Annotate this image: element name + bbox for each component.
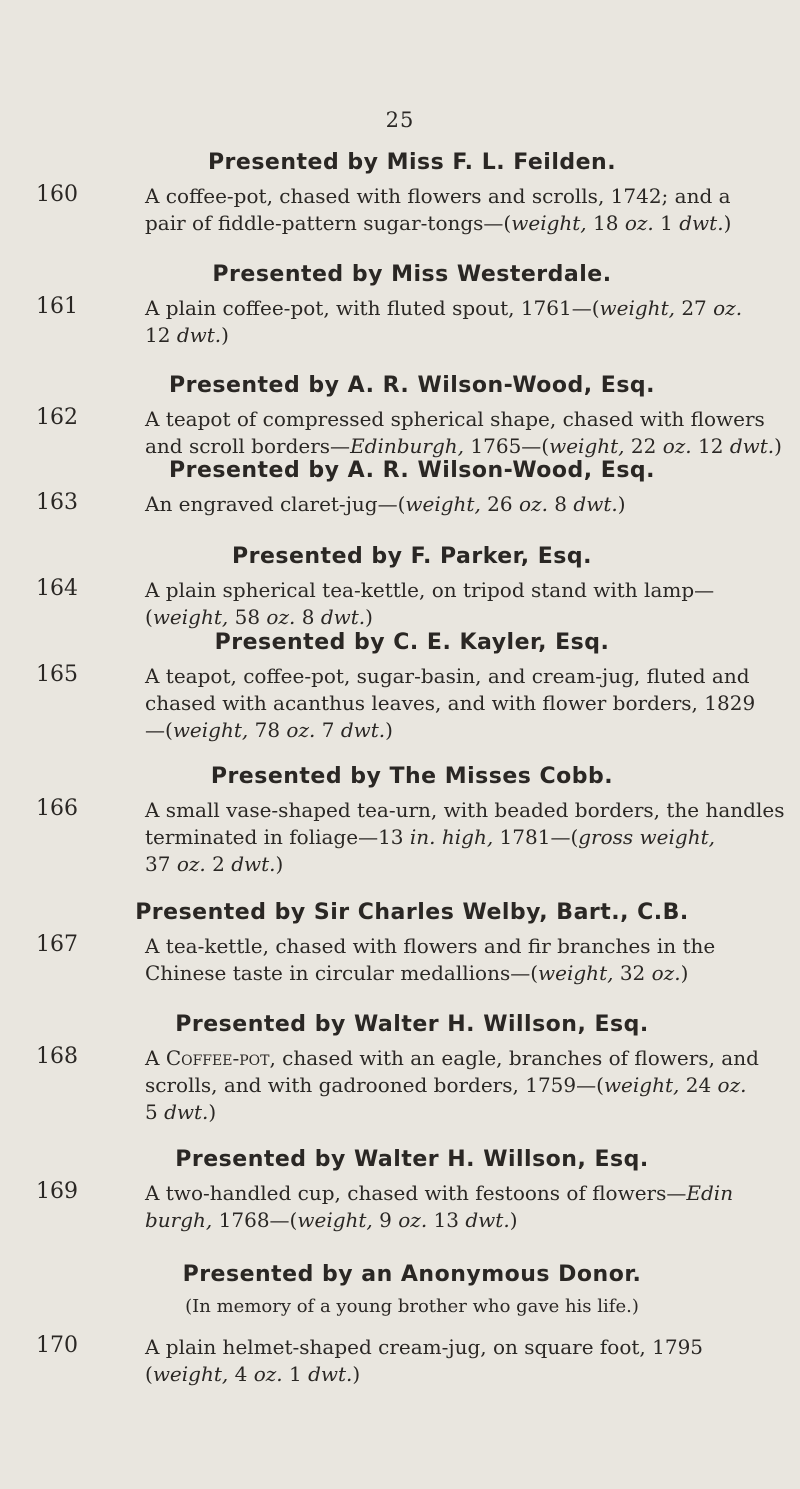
lot-description bbox=[145, 1045, 785, 1126]
presenter-heading: Presented by Sir Charles Welby, Bart., C.B. bbox=[135, 900, 689, 925]
italic-text: dwt. bbox=[164, 1100, 209, 1124]
presenter-heading: Presented by F. Parker, Esq. bbox=[231, 544, 593, 569]
lot-description bbox=[145, 933, 785, 987]
description-line: A plain spherical tea-kettle, on tripod stand with lamp— bbox=[145, 578, 715, 602]
lot-description bbox=[145, 406, 785, 460]
italic-text: weight, bbox=[297, 1208, 373, 1232]
italic-text: weight, bbox=[603, 1073, 680, 1097]
description-line: terminated in foliage—13 in. high, 1781—(gross weight, bbox=[145, 825, 715, 849]
italic-text: weight, bbox=[511, 211, 587, 235]
description-line: (weight, 4 oz. 1 dwt.) bbox=[145, 1362, 361, 1386]
presenter-heading: Presented by A. R. Wilson-Wood, Esq. bbox=[168, 373, 656, 398]
italic-text: dwt. bbox=[679, 211, 724, 235]
description-line: A two-handled cup, chased with festoons of flowers—Edin bbox=[145, 1181, 734, 1205]
italic-text: oz. bbox=[662, 434, 692, 458]
description-line: A teapot, coffee-pot, sugar-basin, and cream-jug, fluted and bbox=[145, 664, 750, 688]
description-line: 5 dwt.) bbox=[145, 1100, 217, 1124]
lot-number: 163 bbox=[36, 490, 78, 515]
italic-text: oz. bbox=[651, 961, 681, 985]
description-line: chased with acanthus leaves, and with flower borders, 1829 bbox=[145, 691, 756, 715]
description-line: A Coffee-pot, chased with an eagle, branches of flowers, and bbox=[145, 1046, 759, 1070]
italic-text: weight, bbox=[599, 296, 675, 320]
description-line: —(weight, 78 oz. 7 dwt.) bbox=[145, 718, 393, 742]
italic-text: dwt. bbox=[176, 323, 222, 347]
italic-text: dwt. bbox=[308, 1362, 353, 1386]
lot-number: 164 bbox=[36, 576, 78, 601]
presenter-heading: Presented by Walter H. Willson, Esq. bbox=[175, 1147, 649, 1172]
italic-text: in. high, bbox=[409, 825, 494, 849]
lot-description bbox=[145, 491, 785, 518]
lot-number: 168 bbox=[36, 1044, 78, 1069]
small-caps-text: Coffee-pot bbox=[165, 1046, 270, 1070]
description-line: A plain coffee-pot, with fluted spout, 1761—(weight, 27 oz. bbox=[145, 296, 743, 320]
italic-text: weight, bbox=[405, 492, 481, 516]
italic-text: burgh, bbox=[145, 1208, 213, 1232]
description-line: A small vase-shaped tea-urn, with beaded borders, the handles bbox=[145, 798, 785, 822]
page-number: 25 bbox=[385, 108, 415, 132]
italic-text: dwt. bbox=[231, 852, 276, 876]
italic-text: Edinburgh, bbox=[350, 434, 465, 458]
presenter-heading: Presented by Miss Westerdale. bbox=[212, 262, 612, 287]
presenter-heading: Presented by A. R. Wilson-Wood, Esq. bbox=[168, 458, 656, 483]
description-line: pair of fiddle-pattern sugar-tongs—(weight, 18 oz. 1 dwt.) bbox=[145, 211, 732, 235]
description-line: A tea-kettle, chased with flowers and fir branches in the bbox=[145, 934, 716, 958]
italic-text: weight, bbox=[172, 718, 249, 742]
description-line: An engraved claret-jug—(weight, 26 oz. 8 dwt.) bbox=[145, 492, 626, 516]
italic-text: oz. bbox=[286, 718, 316, 742]
lot-number: 160 bbox=[36, 182, 78, 207]
lot-number: 169 bbox=[36, 1179, 78, 1204]
lot-description bbox=[145, 1334, 785, 1388]
lot-number: 161 bbox=[36, 294, 78, 319]
presenter-heading: Presented by an Anonymous Donor. bbox=[182, 1262, 642, 1287]
italic-text: weight, bbox=[538, 961, 614, 985]
italic-text: oz. bbox=[253, 1362, 283, 1386]
italic-text: oz. bbox=[713, 296, 743, 320]
description-line: burgh, 1768—(weight, 9 oz. 13 dwt.) bbox=[145, 1208, 518, 1232]
italic-text: weight, bbox=[549, 434, 625, 458]
lot-number: 167 bbox=[36, 932, 78, 957]
lot-number: 170 bbox=[36, 1333, 78, 1358]
italic-text: dwt. bbox=[573, 492, 618, 516]
italic-text: oz. bbox=[398, 1208, 428, 1232]
description-line: 12 dwt.) bbox=[145, 323, 229, 347]
lot-description bbox=[145, 577, 785, 631]
description-line: Chinese taste in circular medallions—(weight, 32 oz.) bbox=[145, 961, 689, 985]
description-line: A coffee-pot, chased with flowers and scrolls, 1742; and a bbox=[145, 184, 731, 208]
italic-text: oz. bbox=[717, 1073, 747, 1097]
lot-description bbox=[145, 183, 785, 237]
italic-text: gross weight, bbox=[578, 825, 715, 849]
italic-text: dwt. bbox=[729, 434, 775, 458]
description-line: scrolls, and with gadrooned borders, 1759—(weight, 24 oz. bbox=[145, 1073, 747, 1097]
presenter-note: (In memory of a young brother who gave his life.) bbox=[185, 1296, 639, 1317]
presenter-heading: Presented by Miss F. L. Feilden. bbox=[207, 150, 617, 175]
lot-number: 165 bbox=[36, 662, 78, 687]
description-line: A teapot of compressed spherical shape, chased with flowers bbox=[145, 407, 765, 431]
italic-text: weight, bbox=[152, 1362, 229, 1386]
lot-description bbox=[145, 797, 785, 878]
italic-text: dwt. bbox=[465, 1208, 510, 1232]
italic-text: dwt. bbox=[340, 718, 386, 742]
lot-number: 162 bbox=[36, 405, 78, 430]
lot-number: 166 bbox=[36, 796, 78, 821]
presenter-heading: Presented by C. E. Kayler, Esq. bbox=[214, 630, 610, 655]
italic-text: Edin bbox=[686, 1181, 734, 1205]
description-line: A plain helmet-shaped cream-jug, on square foot, 1795 bbox=[145, 1335, 704, 1359]
italic-text: dwt. bbox=[320, 605, 366, 629]
italic-text: oz. bbox=[266, 605, 296, 629]
lot-description bbox=[145, 1180, 785, 1234]
italic-text: weight, bbox=[152, 605, 229, 629]
lot-description bbox=[145, 663, 785, 744]
italic-text: oz. bbox=[624, 211, 654, 235]
italic-text: oz. bbox=[176, 852, 206, 876]
presenter-heading: Presented by The Misses Cobb. bbox=[210, 764, 614, 789]
presenter-heading: Presented by Walter H. Willson, Esq. bbox=[175, 1012, 649, 1037]
description-line: (weight, 58 oz. 8 dwt.) bbox=[145, 605, 373, 629]
italic-text: oz. bbox=[519, 492, 548, 516]
lot-description bbox=[145, 295, 785, 349]
description-line: 37 oz. 2 dwt.) bbox=[145, 852, 284, 876]
description-line: and scroll borders—Edinburgh, 1765—(weight, 22 oz. 12 dwt.) bbox=[145, 434, 782, 458]
